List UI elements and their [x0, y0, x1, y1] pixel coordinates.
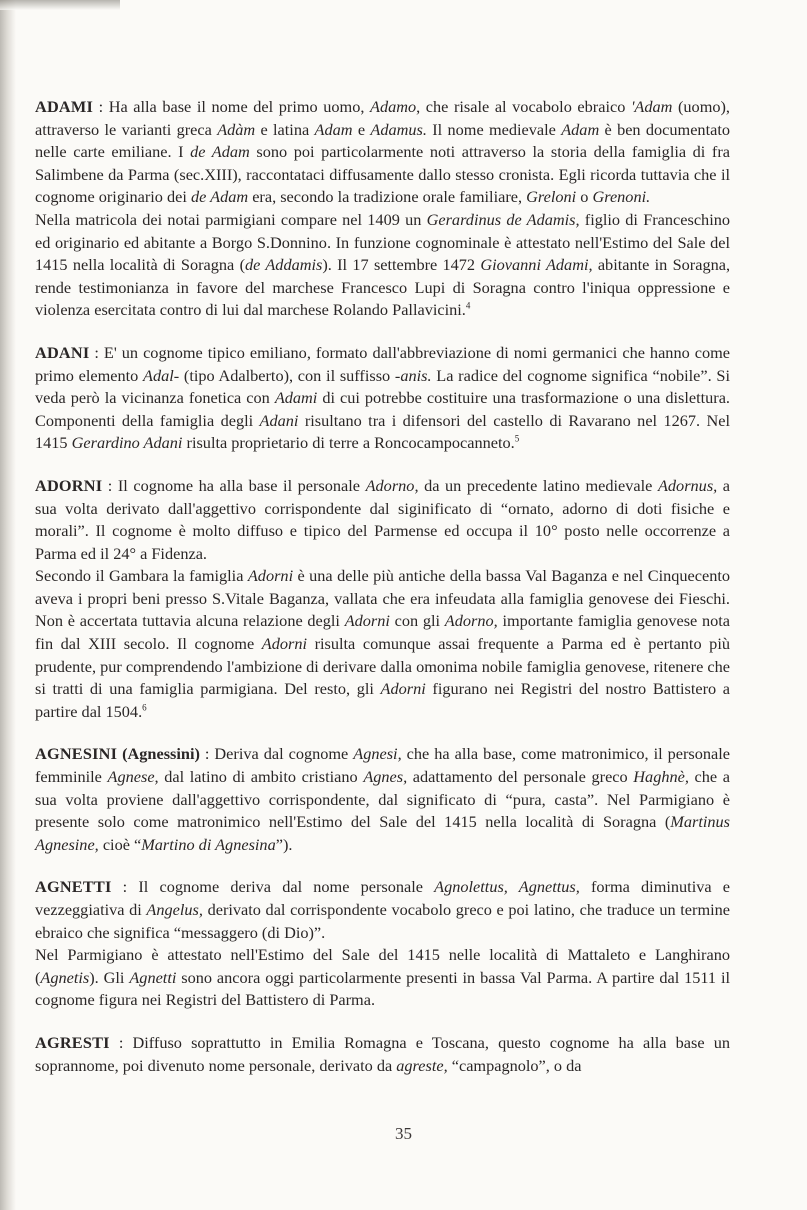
italic-term: Adal- [143, 365, 180, 385]
entry-headword: ADORNI [35, 475, 103, 495]
entry-agresti [35, 1032, 730, 1077]
entry-paragraph [35, 1032, 730, 1077]
body-text: risulta proprietario di terre a Roncocampocanneto. [182, 433, 515, 453]
body-text: : Deriva dal cognome [199, 744, 354, 764]
body-text: risulta comunque assai frequente a Parma ed è pertanto più prudente, pur comprendendo l'ambizione di derivare dalla omonima nobile famiglia genovese, ritenere che si tratti di una famiglia parmigiana. Del resto, gli [35, 634, 730, 699]
body-text: con gli [389, 611, 445, 631]
body-text: figlio di Franceschino ed originario ed abitante a Borgo S.Donnino. In funzione cognominale è attestato nell'Estimo del Sale del 1415 nella località di Soragna ( [35, 209, 730, 275]
italic-term: Adani [259, 410, 299, 430]
entry-agnesini [35, 743, 730, 856]
italic-term: Adornus, [657, 475, 718, 495]
body-text: “campagnolo”, o da [447, 1055, 582, 1075]
body-text: sono poi particolarmente noti attraverso la storia della famiglia di fra Salimbene da Parma (sec.XIII), raccontataci diffusamente dallo stesso cronista. Egli ricorda tuttavia che il cognome originario dei [35, 142, 730, 207]
body-text: derivato dal corrispondente vocabolo greco e poi latino, che traduce un termine ebraico che significa “messaggero (di Dio)”. [35, 900, 730, 942]
italic-term: Giovanni Adami, [480, 255, 593, 275]
italic-term: Agnese, [107, 767, 159, 787]
body-text: Nella matricola dei notai parmigiani compare nel 1409 un [35, 209, 427, 229]
binding-shadow [0, 0, 16, 1210]
body-text: cioè “ [98, 834, 142, 854]
body-text: : Il cognome deriva dal nome personale [111, 877, 435, 897]
entry-paragraph [35, 743, 730, 856]
entry-adani [35, 342, 730, 455]
entry-headword: ADANI [35, 342, 90, 362]
entry-adorni [35, 475, 730, 724]
body-text: che a sua volta proviene dall'aggettivo corrispondente, dal significato di “pura, casta”. Nel Parmigiano è presente solo come matronimico nell'Estimo del Sale del 1415 nella località di Soragna ( [35, 767, 730, 832]
entry-paragraph [35, 565, 730, 723]
body-text: adattamento del personale greco [407, 767, 634, 787]
italic-term: Martino di Agnesina [141, 834, 276, 854]
entry-paragraph [35, 876, 730, 944]
italic-term: de Addamis [245, 255, 323, 275]
body-text: risultano tra i difensori del castello di Ravarano nel 1267. Nel 1415 [35, 410, 730, 453]
footnote-ref: 5 [514, 433, 520, 444]
italic-term: Gerardino Adani [71, 433, 183, 453]
top-edge-shadow [0, 0, 120, 10]
entry-headword: AGNETTI [35, 877, 112, 897]
body-text: e latina [255, 119, 315, 139]
italic-term: 'Adam [630, 97, 673, 116]
body-text: sono ancora oggi particolarmente presenti in bassa Val Parma. A partire dal 1511 il cognome figura nei Registri del Battistero di Parma. [35, 967, 731, 1010]
body-text: : E' un cognome tipico emiliano, formato dall'abbreviazione di nomi germanici che hanno come primo elemento [35, 342, 730, 385]
body-text: : Ha alla base il nome del primo uomo, [92, 97, 370, 116]
body-text: è ben documentato nelle carte emiliane. I [35, 119, 730, 162]
body-text: figurano nei Registri del nostro Battistero a partire dal 1504. [35, 679, 731, 721]
body-text: da un precedente latino medievale [418, 475, 658, 495]
entry-paragraph [35, 944, 730, 1012]
body-text: ). Il 17 settembre 1472 [322, 255, 481, 275]
body-text: ”). [275, 834, 293, 854]
body-text: importante famiglia genovese nota fin dal XIII secolo. Il cognome [35, 611, 731, 654]
italic-term: de Adam [190, 187, 249, 207]
body-text: che ha alla base, come matronimico, il personale femminile [35, 744, 730, 787]
italic-term: Agnesi, [353, 744, 402, 764]
italic-term: Adam [561, 119, 600, 139]
body-text: era, secondo la tradizione orale familiare, [248, 187, 527, 207]
italic-term: Agnes, [363, 767, 408, 787]
body-text: dal latino di ambito cristiano [158, 767, 364, 787]
italic-term: Gerardinus de Adamis, [426, 209, 580, 229]
body-text: è una delle più antiche della bassa Val Baganza e nel Cinquecento aveva i propri beni presso S.Vitale Baganza, vallata che era infeudata alla famiglia genovese dei Fieschi. Non è accertata tuttavia alcuna relazione degli [35, 566, 731, 631]
body-text: Il nome medievale [426, 119, 562, 139]
body-text: di cui potrebbe costituire una trasformazione o una dislettura. Componenti della famiglia degli [35, 388, 730, 430]
italic-term: Adami [274, 388, 318, 408]
entry-headword: ADAMI [35, 97, 93, 116]
entry-paragraph [35, 342, 730, 455]
entry-paragraph [35, 96, 730, 209]
italic-term: Adàm [217, 119, 256, 139]
body-text: e [352, 119, 371, 139]
italic-term: Adorni [247, 566, 294, 586]
body-text: Secondo il Gambara la famiglia [35, 566, 248, 586]
body-text: : Il cognome ha alla base il personale [102, 475, 366, 495]
body-text: (tipo Adalberto), con il suffisso [179, 365, 395, 385]
entry-agnetti [35, 876, 730, 1012]
entry-adami [35, 96, 730, 322]
entry-paragraph [35, 209, 730, 322]
footnote-ref: 4 [465, 300, 471, 311]
entry-headword: AGRESTI [35, 1032, 110, 1052]
italic-term: Adorni [261, 634, 307, 654]
body-text: ). Gli [89, 967, 130, 987]
body-text: forma diminutiva e vezzeggiativa di [35, 877, 730, 919]
italic-term: Angelus, [146, 900, 203, 919]
body-text: abitante in Soragna, rende testimonianza in favore del marchese Francesco Lupi di Soragna contro l'iniqua oppressione e violenza esercitata contro di lui dal marchese Rolando Pallavicini. [35, 255, 731, 320]
italic-term: Agnetis [40, 967, 90, 987]
italic-term: Grenoni. [592, 187, 651, 207]
body-text: Nel Parmigiano è attestato nell'Estimo del Sale del 1415 nelle località di Mattaleto e Langhirano ( [35, 945, 730, 987]
entry-headword: AGNESINI [35, 744, 118, 764]
italic-term: de Adam [190, 142, 250, 162]
italic-term: -anis. [394, 365, 432, 385]
footnote-ref: 6 [142, 702, 147, 713]
italic-term: Adorni [380, 679, 426, 699]
body-text: , che risale al vocabolo ebraico [416, 97, 631, 116]
italic-term: Adamo [370, 97, 417, 116]
italic-term: Adamus. [370, 119, 427, 139]
body-text: (uomo), attraverso le varianti greca [35, 97, 730, 139]
body-text: : Diffuso soprattutto in Emilia Romagna e Toscana, questo cognome ha alla base un soprannome, poi divenuto nome personale, derivato da [35, 1032, 730, 1075]
page-number: 35 [395, 1124, 412, 1143]
italic-term: agreste, [396, 1055, 448, 1075]
body-text: La radice del cognome significa “nobile”. Si veda però la vicinanza fonetica con [35, 365, 730, 408]
entry-variant: (Agnessini) [117, 744, 200, 764]
italic-term: Greloni [526, 187, 577, 207]
italic-term: Agnetti [129, 967, 177, 987]
italic-term: Agnolettus, Agnettus, [434, 877, 580, 897]
entries-column [35, 96, 730, 1077]
entry-paragraph [35, 475, 730, 565]
italic-term: Martinus Agnesine, [35, 812, 730, 854]
italic-term: Adorno, [444, 611, 498, 631]
italic-term: Adorni [344, 611, 390, 631]
italic-term: Adam [314, 119, 353, 139]
italic-term: Haghnè, [633, 767, 689, 787]
body-text: a sua volta derivato dall'aggettivo corrispondente dal siginificato di “ornato, adorno di doti fisiche e morali”. Il cognome è molto diffuso e tipico del Parmense ed occupa il 10° posto nelle occorrenze a Parma ed il 24° a Fidenza. [35, 475, 731, 563]
italic-term: Adorno, [365, 475, 419, 495]
body-text: o [576, 187, 593, 207]
